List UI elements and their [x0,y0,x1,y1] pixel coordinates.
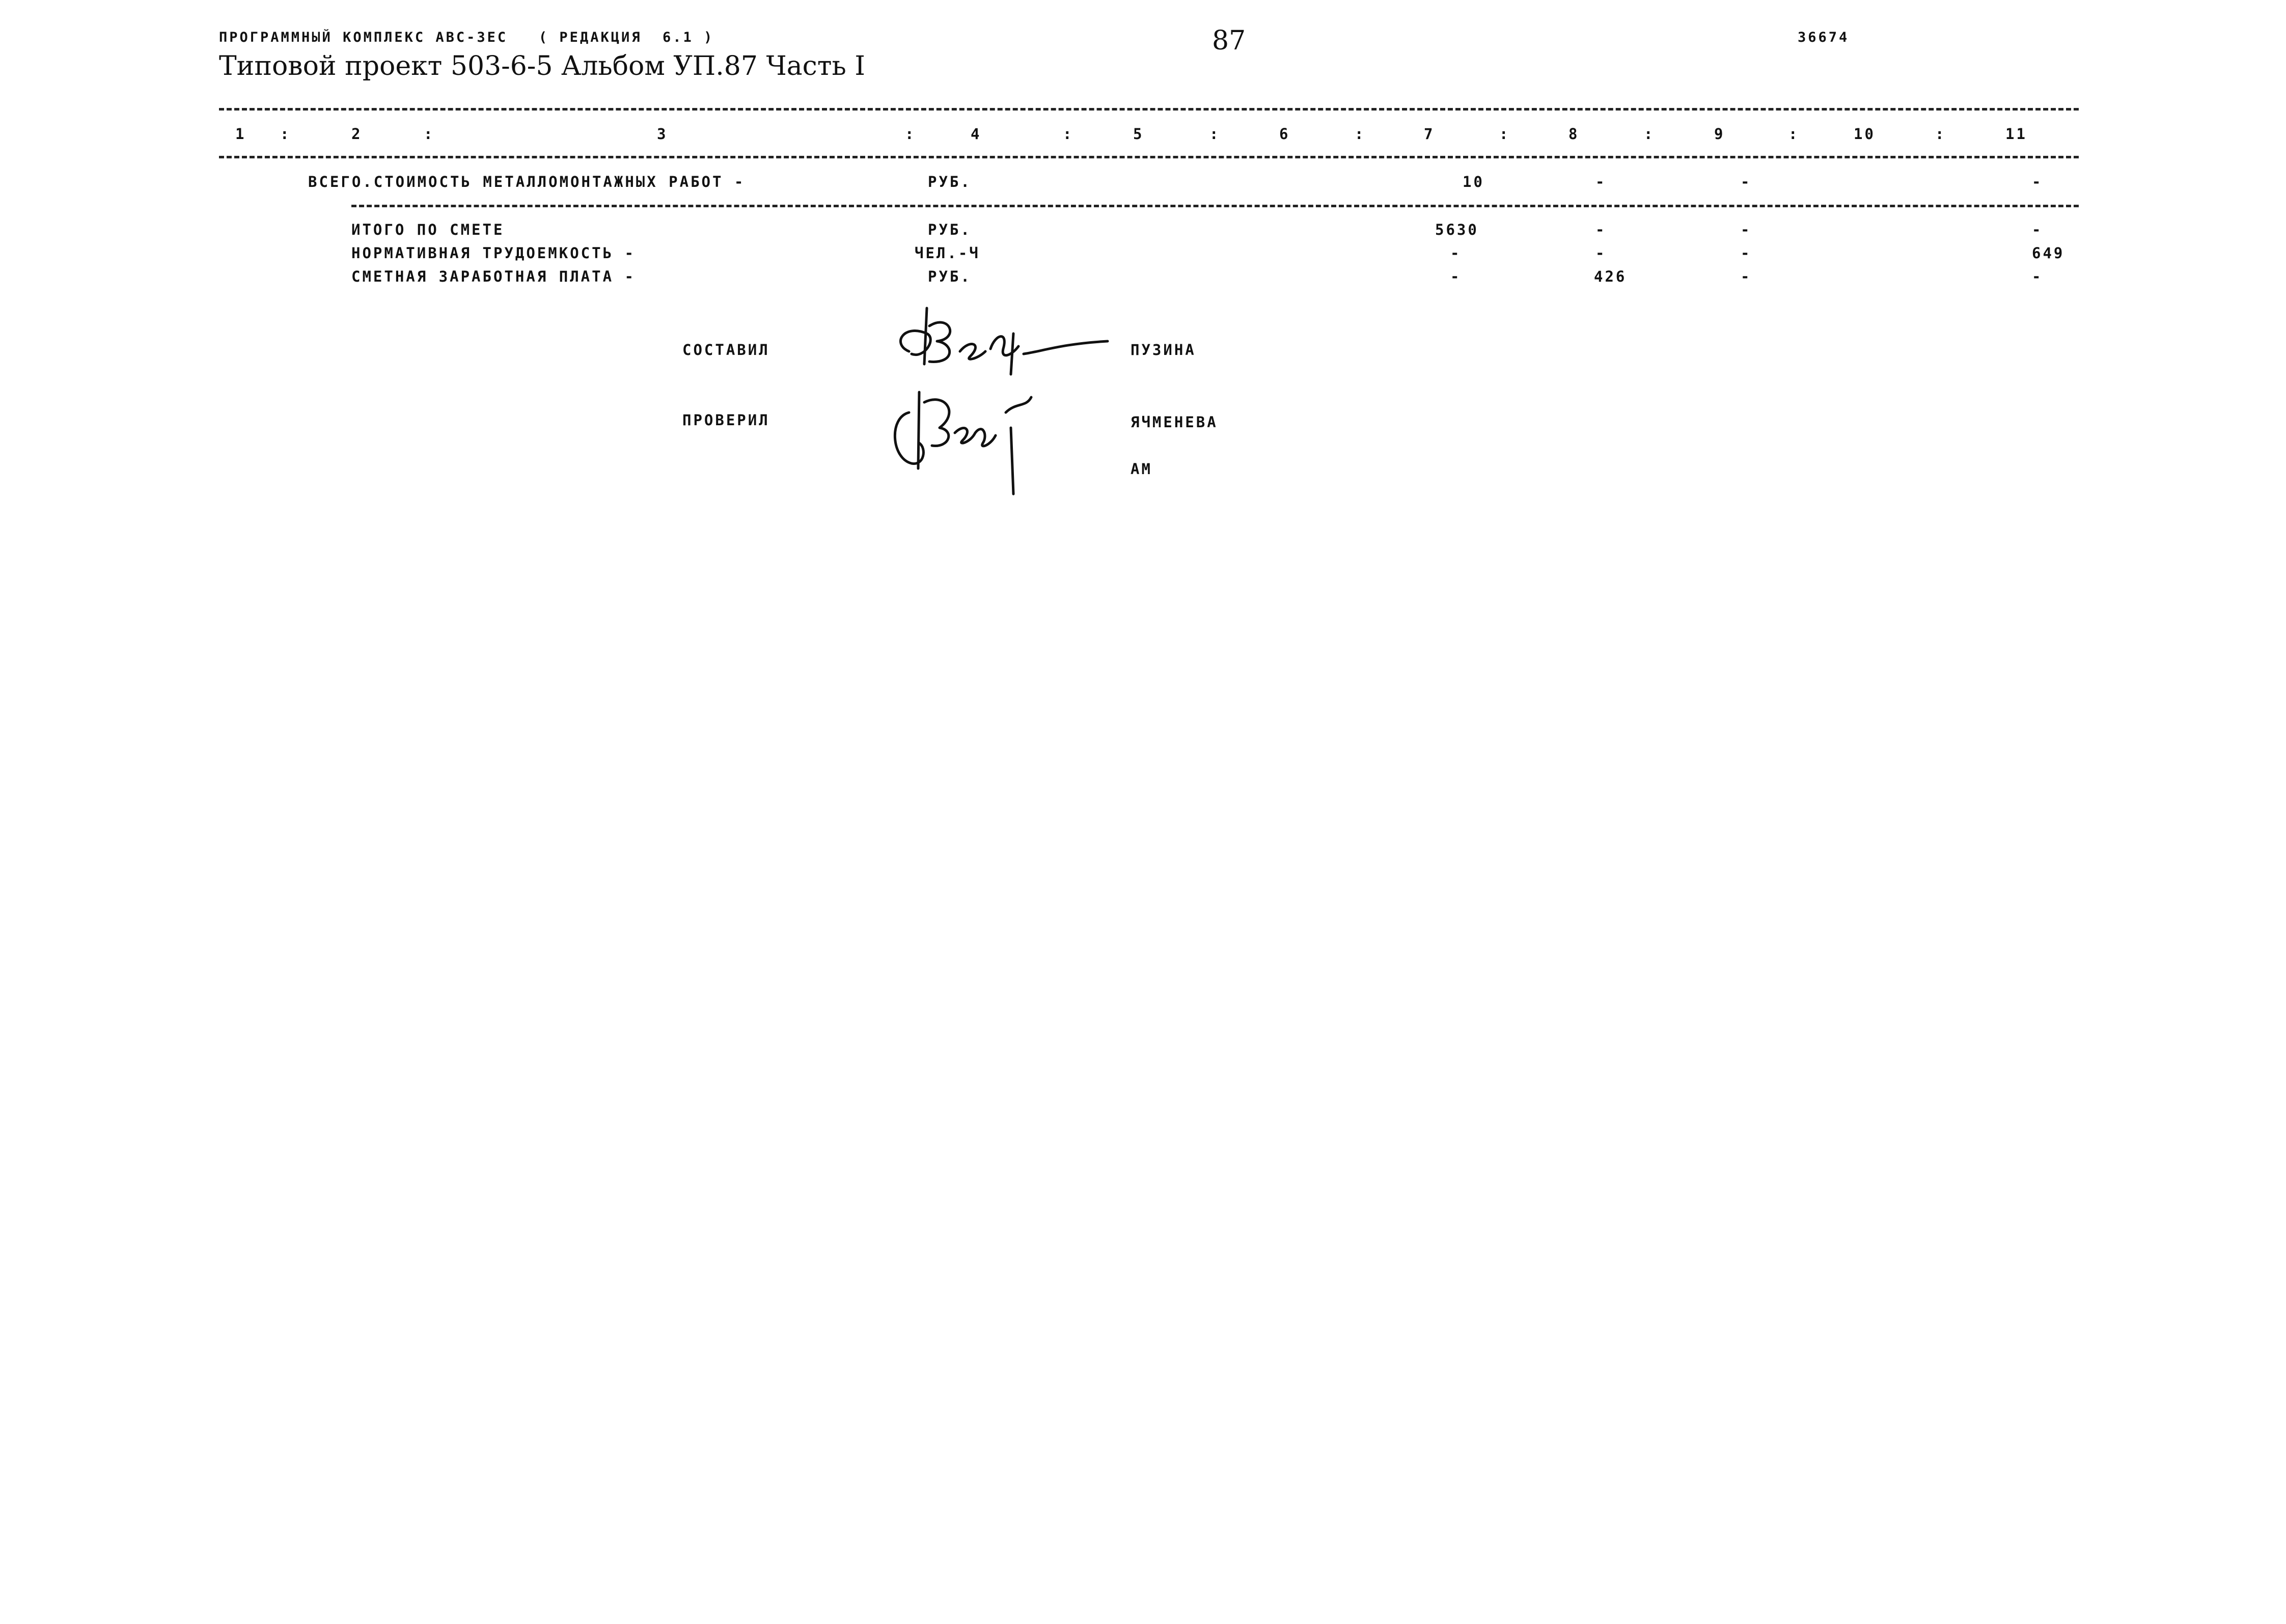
col-header-5: 5 [1133,125,1144,143]
checker-signature [889,382,1041,499]
document-number: 36674 [1798,30,1850,45]
summary-unit: РУБ. [928,221,972,238]
col-separator: : [905,125,916,143]
col-header-7: 7 [1424,125,1435,143]
col-separator: : [1788,125,1800,143]
total-label: ВСЕГО.СТОИМОСТЬ МЕТАЛЛОМОНТАЖНЫХ РАБОТ - [308,173,746,190]
summary-col7: 5630 [1435,221,1479,238]
col-header-4: 4 [971,125,982,143]
col-separator: : [1499,125,1510,143]
col-separator: : [1063,125,1074,143]
checker-name: ЯЧМЕНЕВА [1131,414,1218,431]
total-col9: - [1741,173,1752,190]
col-header-6: 6 [1279,125,1290,143]
col-header-8: 8 [1568,125,1580,143]
total-bottom-rule [351,205,2079,207]
summary-unit: ЧЕЛ.-Ч [915,244,980,262]
col-separator: : [424,125,435,143]
col-separator: : [1644,125,1655,143]
page-number: 87 [1212,25,1246,56]
col-header-1: 1 [235,125,246,143]
checked-by-label: ПРОВЕРИЛ [682,411,770,429]
col-header-10: 10 [1854,125,1876,143]
compiled-by-label: СОСТАВИЛ [682,341,770,359]
col-header-9: 9 [1714,125,1725,143]
summary-col7: - [1450,268,1462,285]
summary-label: СМЕТНАЯ ЗАРАБОТНАЯ ПЛАТА - [351,268,636,285]
total-col11: - [2032,173,2043,190]
summary-col8: - [1595,221,1607,238]
table-top-rule [219,108,2079,111]
summary-col9: - [1741,244,1752,262]
col-separator: : [280,125,291,143]
summary-col11: - [2032,268,2043,285]
col-header-3: 3 [657,125,668,143]
summary-col7: - [1450,244,1462,262]
summary-col9: - [1741,268,1752,285]
summary-unit: РУБ. [928,268,972,285]
header-bottom-rule [219,156,2079,158]
col-separator: : [1209,125,1221,143]
total-unit: РУБ. [928,173,972,190]
summary-col8: - [1595,244,1607,262]
summary-col11: - [2032,221,2043,238]
compiler-name: ПУЗИНА [1131,341,1196,359]
project-title: Типовой проект 503-6-5 Альбом УП.87 Часть I [219,51,865,81]
col-header-11: 11 [2005,125,2027,143]
program-header: ПРОГРАММНЫЙ КОМПЛЕКС АВС-3ЕС ( РЕДАКЦИЯ 6.1 ) [219,30,714,45]
summary-col11: 649 [2032,244,2065,262]
total-col8: - [1595,173,1607,190]
total-col7: 10 [1463,173,1484,190]
signature-suffix: АМ [1131,460,1152,478]
summary-label: ИТОГО ПО СМЕТЕ [351,221,505,238]
col-separator: : [1935,125,1946,143]
summary-col8: 426 [1594,268,1627,285]
summary-label: НОРМАТИВНАЯ ТРУДОЕМКОСТЬ - [351,244,636,262]
summary-col9: - [1741,221,1752,238]
col-header-2: 2 [351,125,363,143]
compiler-signature [889,303,1113,384]
col-separator: : [1355,125,1366,143]
